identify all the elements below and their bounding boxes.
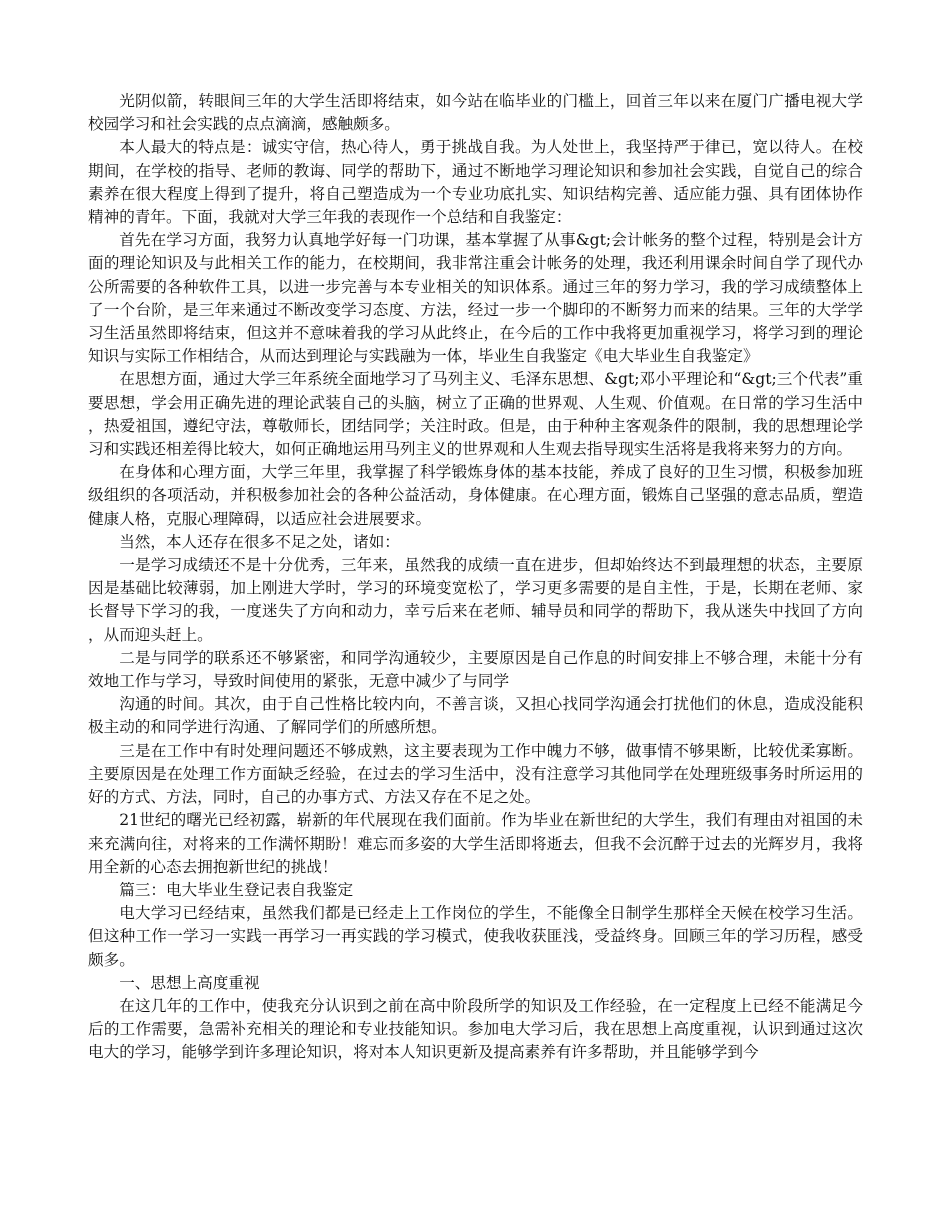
paragraph-health: 在身体和心理方面，大学三年里，我掌握了科学锻炼身体的基本技能，养成了良好的卫生习惯，积极参加班级组织的各项活动，并积极参加社会的各种公益活动，身体健康。在心理方面，锻炼自己坚强的意志品质，塑造健康人格，克服心理障碍，以适应社会进展要求。 (88, 463, 863, 528)
paragraph-intro: 光阴似箭，转眼间三年的大学生活即将结束，如今站在临毕业的门槛上，回首三年以来在厦门广播电视大学校园学习和社会实践的点点滴滴，感触颇多。 (88, 92, 863, 134)
paragraph-shortcoming-two-continued: 沟通的时间。其次，由于自己性格比较内向，不善言谈，又担心找同学沟通会打扰他们的休息，造成没能积极主动的和同学进行沟通、了解同学们的所感所想。 (88, 695, 863, 737)
paragraph-shortcomings-intro: 当然，本人还存在很多不足之处，诸如： (119, 532, 400, 551)
paragraph-shortcoming-three: 三是在工作中有时处理问题还不够成熟，这主要表现为工作中魄力不够，做事情不够果断，比较优柔寡断。主要原因是在处理工作方面缺乏经验，在过去的学习生活中，没有注意学习其他同学在处理班级事务时所运用的好的方式、方法，同时，自己的办事方式、方法又存在不足之处。 (88, 741, 863, 807)
paragraph-distance-learning: 电大学习已经结束，虽然我们都是已经走上工作岗位的学生，不能像全日制学生那样全天候在校学习生活。但这种工作一学习一实践一再学习一再实践的学习模式，使我收获匪浅，受益终身。回顾三年的学习历程，感受颇多。 (88, 904, 863, 969)
section-heading-part-three: 篇三：电大毕业生登记表自我鉴定 (119, 880, 354, 899)
paragraph-shortcoming-one: 一是学习成绩还不是十分优秀，三年来，虽然我的成绩一直在进步，但却始终达不到最理想的状态，主要原因是基础比较薄弱，加上刚进大学时，学习的环境变宽松了，学习更多需要的是自主性，于是，长期在老师、家长督导下学习的我，一度迷失了方向和动力，幸亏后来在老师、辅导员和同学的帮助下，我从迷失中找回了方向，从而迎头赶上。 (88, 556, 863, 644)
paragraph-shortcoming-two: 二是与同学的联系还不够紧密，和同学沟通较少，主要原因是自己作息的时间安排上不够合理，未能十分有效地工作与学习，导致时间使用的紧张，无意中减少了与同学 (88, 648, 863, 691)
paragraph-study: 首先在学习方面，我努力认真地学好每一门功课，基本掌握了从事&gt;会计帐务的整个过程，特别是会计方面的理论知识及与此相关工作的能力，在校期间，我非常注重会计帐务的处理，我还利用课余时间自学了现代办公所需要的各种软件工具，以进一步完善与本专业相关的知识体系。通过三年的努力学习，我的学习成绩整体上了一个台阶，是三年来通过不断改变学习态度、方法，经过一步一个脚印的不断努力而来的结果。三年的大学学习生活虽然即将结束，但这并不意味着我的学习从此终止，在今后的工作中我将更加重视学习，将学习到的理论知识与实际工作相结合，从而达到理论与实践融为一体，毕业生自我鉴定《电大毕业生自我鉴定》 (88, 231, 863, 366)
subheading-ideology-emphasis: 一、思想上高度重视 (119, 973, 260, 992)
paragraph-work-experience: 在这几年的工作中，使我充分认识到之前在高中阶段所学的知识及工作经验，在一定程度上已经不能满足今后的工作需要，急需补充相关的理论和专业技能知识。参加电大学习后，我在思想上高度重视，认识到通过这次电大的学习，能够学到许多理论知识，将对本人知识更新及提高素养有许多帮助，并且能够学到今 (88, 996, 863, 1062)
document-page (88, 90, 863, 1065)
paragraph-ideology: 在思想方面，通过大学三年系统全面地学习了马列主义、毛泽东思想、&gt;邓小平理论和“&gt;三个代表”重要思想，学会用正确先进的理论武装自己的头脑，树立了正确的世界观、人生观、价值观。在日常的学习生活中，热爱祖国，遵纪守法，尊敬师长，团结同学；关注时政。但是，由于种种主客观条件的限制，我的思想理论学习和实践还相差得比较大，如何正确地运用马列主义的世界观和人生观去指导现实生活将是我将来努力的方向。 (88, 370, 863, 459)
paragraph-new-century: 21世纪的曙光已经初露，崭新的年代展现在我们面前。作为毕业在新世纪的大学生，我们有理由对祖国的未来充满向往，对将来的工作满怀期盼！难忘而多姿的大学生活即将逝去，但我不会沉醉于过去的光辉岁月，我将用全新的心态去拥抱新世纪的挑战！ (88, 811, 863, 876)
paragraph-personal-traits: 本人最大的特点是：诚实守信，热心待人，勇于挑战自我。为人处世上，我坚持严于律已，宽以待人。在校期间，在学校的指导、老师的教诲、同学的帮助下，通过不断地学习理论知识和参加社会实践，自觉自己的综合素养在很大程度上得到了提升，将自己塑造成为一个专业功底扎实、知识结构完善、适应能力强、具有团体协作精神的青年。下面，我就对大学三年我的表现作一个总结和自我鉴定： (88, 138, 863, 227)
